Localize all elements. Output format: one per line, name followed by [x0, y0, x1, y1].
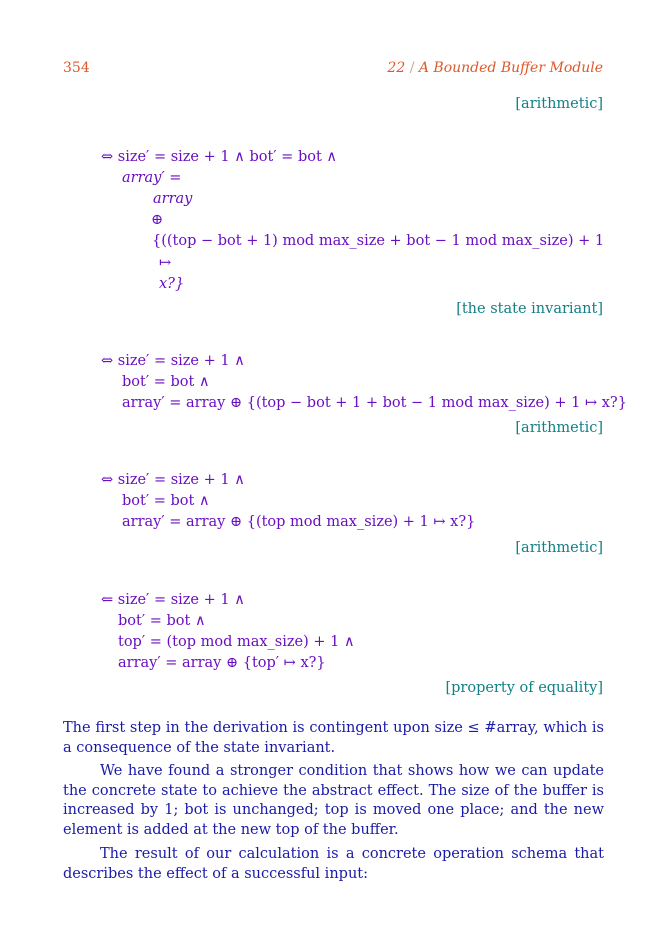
justification-arithmetic: [arithmetic] [515, 96, 603, 112]
step3-line2: bot′ = bot ∧ [122, 493, 210, 509]
page-number: 354 [63, 60, 90, 76]
step1-line1: ⇔ size′ = size + 1 ∧ bot′ = bot ∧ [101, 149, 338, 165]
step4-line3: top′ = (top mod max_size) + 1 ∧ [118, 634, 355, 650]
chapter-number: 22 [387, 60, 406, 76]
step1-line6: ↦ [159, 255, 172, 271]
justification-state-invariant: [the state invariant] [456, 301, 603, 317]
step4-line4: array′ = array ⊕ {top′ ↦ x?} [118, 655, 326, 671]
step1-line5: {((top − bot + 1) mod max_size + bot − 1 mod max_size) + 1 [152, 233, 605, 249]
justification-arithmetic-3: [arithmetic] [515, 540, 603, 556]
step4-line1: ⇐ size′ = size + 1 ∧ [101, 592, 245, 608]
header-separator: / [409, 60, 415, 76]
step4-line2: bot′ = bot ∧ [118, 613, 206, 629]
paragraph-3: The result of our calculation is a concrete operation schema that describes the effect of a successful input: [63, 846, 604, 882]
running-header [387, 61, 603, 75]
step2-line1: ⇔ size′ = size + 1 ∧ [101, 353, 245, 369]
chapter-title: A Bounded Buffer Module [418, 60, 603, 76]
step1-line7: x?} [159, 276, 185, 292]
step1-line4: ⊕ [151, 212, 164, 228]
paragraph-1: The first step in the derivation is contingent upon size ≤ #array, which is a consequence of the state invariant. [63, 720, 604, 756]
step1-line3: array [153, 191, 193, 207]
step2-line2: bot′ = bot ∧ [122, 374, 210, 390]
justification-arithmetic-2: [arithmetic] [515, 420, 603, 436]
step1-line2: array′ = [122, 170, 182, 186]
step3-line1: ⇔ size′ = size + 1 ∧ [101, 472, 245, 488]
paragraph-2: We have found a stronger condition that shows how we can update the concrete state to achieve the abstract effect. The size of the buffer is increased by 1; bot is unchanged; top is moved one place; and the new element is added at the new top of the buffer. [63, 763, 604, 838]
step3-line3: array′ = array ⊕ {(top mod max_size) + 1 ↦ x?} [122, 514, 476, 530]
step2-line3: array′ = array ⊕ {(top − bot + 1 + bot − 1 mod max_size) + 1 ↦ x?} [122, 395, 627, 411]
justification-property-of-equality: [property of equality] [445, 680, 603, 696]
